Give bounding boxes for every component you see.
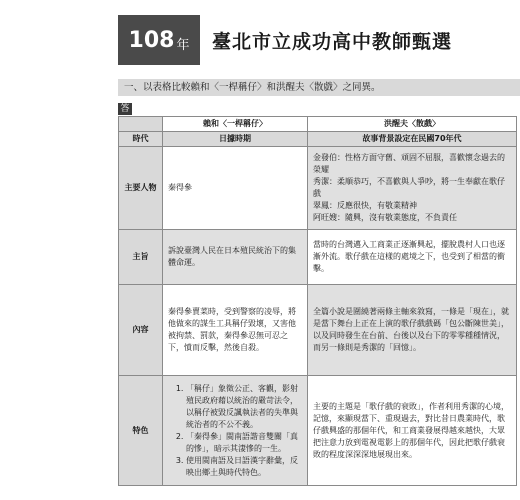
content-a: 秦得參賣菜時，受到警察的凌辱，將他做來的謀生工具稱仔毀壞，又害他被拘禁、罰款，秦得參忍無可忍之下，憤而反擊，然後自殺。	[163, 285, 308, 376]
question-banner: 一、以表格比較賴和〈一桿稱仔〉和洪醒夫〈散戲〉之同異。	[118, 79, 520, 96]
row-label-time: 時代	[119, 132, 163, 147]
header-work-b: 洪醒夫〈散戲〉	[308, 117, 517, 132]
year-number: 108	[128, 27, 175, 53]
list-item: 2. 「秦得參」閩南語諧音雙關「真的慘」，暗示其淒慘的一生。	[186, 431, 302, 455]
table-row-time	[119, 132, 517, 147]
people-b-line: 翠鳳：反應很快，有敬業精神	[313, 201, 417, 210]
people-a: 秦得參	[163, 147, 308, 230]
theme-b: 當時的台灣邁入工商業正逐漸興起，擺脫農村人口也逐漸外流。歌仔戲在這樣的處境之下，也受到了相當的衝擊。	[308, 230, 517, 285]
feature-b: 主要的主題是「歌仔戲的衰敗」，作者利用秀潔的心境，記憶，來顯現當下、重現過去，對比昔日農業時代，歌仔戲興盛的那個年代，和工商業發展得越來越快，大眾把注意力放到電視電影上的那個年代，因此把歌仔戲衰敗的程度深深深地展現出來。	[308, 376, 517, 486]
header-empty-cell	[119, 117, 163, 132]
table-row-content	[119, 285, 517, 376]
year-unit: 年	[176, 37, 190, 53]
people-b-line: 阿旺嫂：隨興，沒有敬業態度，不負責任	[313, 213, 457, 222]
table-header-row	[119, 117, 517, 132]
feature-a-list	[168, 383, 302, 479]
row-label-people: 主要人物	[119, 147, 163, 230]
list-item: 1. 「稱仔」象徵公正、客觀，影射殖民政府藉以統治的嚴苛法令，以稱仔被毀反諷執法者的失準與統治者的不公不義。	[186, 383, 302, 431]
row-label-feature: 特色	[119, 376, 163, 486]
page-title: 臺北市立成功高中教師甄選	[212, 31, 453, 53]
table-row-feature	[119, 376, 517, 486]
header-work-a: 賴和〈一桿稱仔〉	[163, 117, 308, 132]
table-row-people	[119, 147, 517, 230]
people-b-line: 秀潔：柔順恭巧，不喜歡與人爭吵，將一生奉獻在歌仔戲	[313, 177, 505, 198]
row-label-theme: 主旨	[119, 230, 163, 285]
feature-a	[163, 376, 308, 486]
time-a: 日據時期	[163, 132, 308, 147]
comparison-table	[118, 116, 517, 486]
table-row-theme	[119, 230, 517, 285]
people-b-line: 金發伯：性格方面守舊、頑固不屈服，喜歡懷念過去的榮耀	[313, 153, 505, 174]
row-label-content: 內容	[119, 285, 163, 376]
year-badge	[118, 15, 200, 65]
chapter-header	[118, 15, 520, 65]
list-item: 3. 使用閩南語及日語漢字辭彙，反映出鄉土與時代特色。	[186, 455, 302, 479]
answer-icon: 答	[118, 103, 132, 115]
content-b: 全篇小說是圍繞著兩條主軸來敘寫，一條是「現在」，就是當下舞台上正在上演的歌仔戲戲碼「包公斷陳世美」，以及同時發生在台前、台後以及台下的零零種種情況，而另一條則是秀潔的「回憶」。	[308, 285, 517, 376]
people-b	[308, 147, 517, 230]
time-b: 故事背景設定在民國70年代	[308, 132, 517, 147]
theme-a: 訴說臺灣人民在日本殖民統治下的集體命運。	[163, 230, 308, 285]
